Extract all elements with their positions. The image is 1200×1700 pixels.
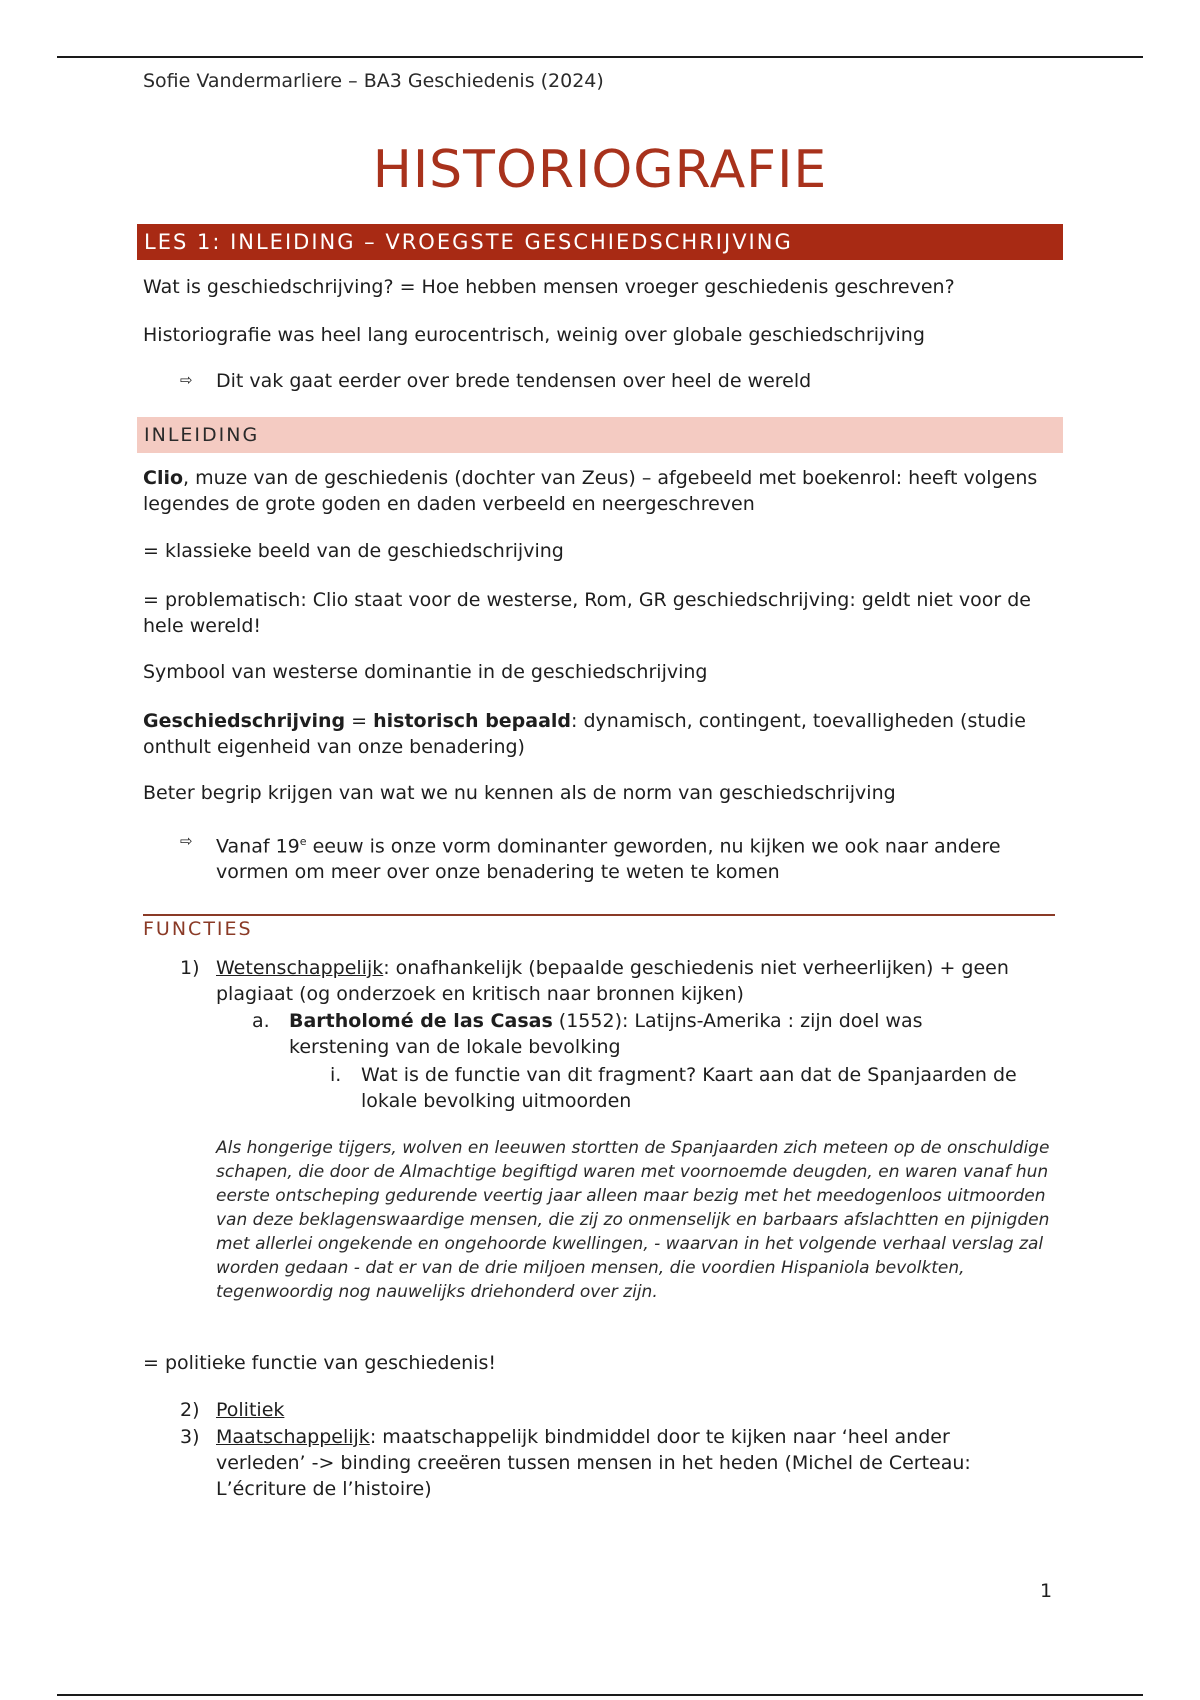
arrow-text-post: eeuw is onze vorm dominanter geworden, nu kijken we ook naar andere vormen om meer over onze benadering te weten te komen xyxy=(216,835,1001,884)
list-number-1: 1) xyxy=(180,957,200,979)
label-maatschappelijk: Maatschappelijk xyxy=(216,1426,370,1448)
arrow-text-pre: Vanaf 19 xyxy=(216,835,300,858)
arrow-bullet-icon: ⇨ xyxy=(180,832,193,850)
list-roman-i: i. xyxy=(330,1064,342,1086)
list-item-maatschappelijk xyxy=(216,1424,1036,1502)
heading-functies: FUNCTIES xyxy=(143,918,253,940)
list-item-functie-fragment: Wat is de functie van dit fragment? Kaart aan dat de Spanjaarden de lokale bevolking uitmoorden xyxy=(361,1064,1017,1112)
quote-las-casas: Als hongerige tijgers, wolven en leeuwen stortten de Spanjaarden zich meteen op de onschuldige schapen, die door de Almachtige begiftigd waren met voornoemde deugden, en waren vanaf hun eerste ontscheping gedurende veertig jaar alleen maar bezig met het meedogenloos uitmoorden van deze beklagenswaardige mensen, die zij zo onmenselijk en barbaars afslachtten en pijnigden met allerlei ongekende en ongehoorde kwellingen, - waarvan in het volgende verhaal verslag zal worden gedaan - dat er van de drie miljoen mensen, die voordien Hispaniola bevolkten, tegenwoordig nog nauwelijks driehonderd over zijn. xyxy=(216,1138,1050,1302)
term-geschiedschrijving: Geschiedschrijving xyxy=(143,710,346,732)
clio-description: , muze van de geschiedenis (dochter van Zeus) – afgebeeld met boekenrol: heeft volgens legendes de grote goden en daden verbeeld en neergeschreven xyxy=(143,467,1038,515)
paragraph-politieke-functie: = politieke functie van geschiedenis! xyxy=(143,1352,497,1374)
paragraph-klassiek: = klassieke beeld van de geschiedschrijving xyxy=(143,540,564,562)
arrow-bullet-icon: ⇨ xyxy=(180,371,193,389)
functies-rule xyxy=(143,914,1055,916)
list-item-politiek xyxy=(216,1397,1066,1423)
heading-les1: LES 1: INLEIDING – VROEGSTE GESCHIEDSCHRIJVING xyxy=(137,224,1063,260)
arrow-item-brede-tendensen: Dit vak gaat eerder over brede tendensen over heel de wereld xyxy=(216,370,812,392)
document-title: HISTORIOGRAFIE xyxy=(372,140,828,200)
paragraph-symbool: Symbool van westerse dominantie in de geschiedschrijving xyxy=(143,661,708,683)
paragraph-problematisch: = problematisch: Clio staat voor de westerse, Rom, GR geschiedschrijving: geldt niet voor de hele wereld! xyxy=(143,589,1031,637)
page-number: 1 xyxy=(1040,1580,1053,1602)
list-item-wetenschappelijk xyxy=(216,955,1016,1007)
clio-term: Clio xyxy=(143,467,184,489)
list-letter-a: a. xyxy=(252,1010,270,1032)
label-wetenschappelijk: Wetenschappelijk xyxy=(216,957,384,979)
arrow-item-19e-eeuw xyxy=(216,829,1066,885)
equals-sign: = xyxy=(345,710,374,732)
bottom-rule xyxy=(57,1694,1143,1696)
list-item-las-casas xyxy=(289,1008,989,1060)
paragraph-eurocentric: Historiografie was heel lang eurocentrisch, weinig over globale geschiedschrijving xyxy=(143,324,925,346)
superscript-e: e xyxy=(299,835,307,848)
list-number-2: 2) xyxy=(180,1399,200,1421)
paragraph-question: Wat is geschiedschrijving? = Hoe hebben mensen vroeger geschiedenis geschreven? xyxy=(143,276,955,298)
heading-inleiding: INLEIDING xyxy=(137,417,1063,453)
geschiedschrijving-description: : dynamisch, contingent, toevalligheden (studie onthult eigenheid van onze benadering) xyxy=(143,710,1026,758)
las-casas-description: (1552): Latijns-Amerika : zijn doel was kerstening van de lokale bevolking xyxy=(289,1010,923,1058)
top-rule xyxy=(57,56,1143,58)
term-las-casas: Bartholomé de las Casas xyxy=(289,1010,553,1032)
maatschappelijk-description: : maatschappelijk bindmiddel door te kijken naar ‘heel ander verleden’ -> binding creeëren tussen mensen in het heden (Michel de Certeau: L’écriture de l’histoire) xyxy=(216,1426,971,1500)
wetenschappelijk-description: : onafhankelijk (bepaalde geschiedenis niet verheerlijken) + geen plagiaat (og onderzoek en kritisch naar bronnen kijken) xyxy=(216,957,1009,1005)
list-number-3: 3) xyxy=(180,1426,200,1448)
paragraph-beter-begrip: Beter begrip krijgen van wat we nu kennen als de norm van geschiedschrijving xyxy=(143,782,896,804)
label-politiek: Politiek xyxy=(216,1399,285,1421)
document-header: Sofie Vandermarliere – BA3 Geschiedenis (2024) xyxy=(143,70,604,92)
paragraph-clio xyxy=(143,465,1063,517)
paragraph-geschiedschrijving xyxy=(143,708,1063,760)
term-historisch-bepaald: historisch bepaald xyxy=(373,710,572,732)
